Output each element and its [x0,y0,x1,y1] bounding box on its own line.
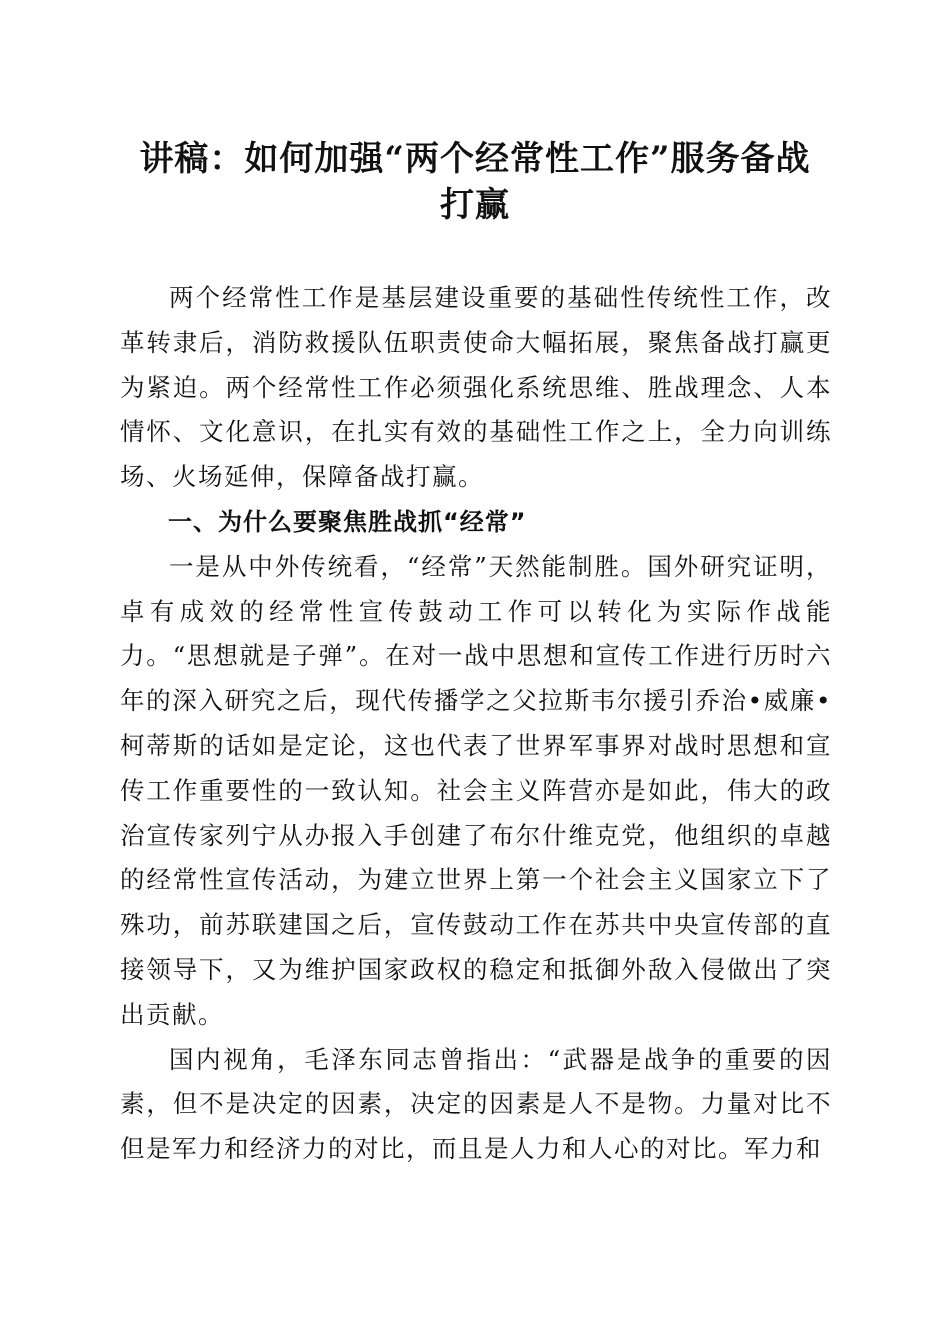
document-body [120,276,832,1172]
intro-paragraph: 两个经常性工作是基层建设重要的基础性传统性工作，改革转隶后，消防救援队伍职责使命大幅拓展，聚焦备战打赢更为紧迫。两个经常性工作必须强化系统思维、胜战理念、人本情怀、文化意识，在扎实有效的基础性工作之上，全力向训练场、火场延伸，保障备战打赢。 [120,283,832,492]
title-line-2: 打赢 [440,185,510,225]
section-heading-1: 一、为什么要聚焦胜战抓“经常” [168,507,527,536]
body-paragraph-2: 国内视角，毛泽东同志曾指出：“武器是战争的重要的因素，但不是决定的因素，决定的因素是人不是物。力量对比不但是军力和经济力的对比，而且是人力和人心的对比。军力和 [120,1044,832,1164]
document-title [110,136,840,228]
title-line-1: 讲稿：如何加强“两个经常性工作”服务备战 [139,139,811,179]
body-paragraph-1: 一是从中外传统看，“经常”天然能制胜。国外研究证明，卓有成效的经常性宣传鼓动工作可以转化为实际作战能力。“思想就是子弹”。在对一战中思想和宣传工作进行历时六年的深入研究之后，现代传播学之父拉斯韦尔援引乔治•威廉•柯蒂斯的话如是定论，这也代表了世界军事界对战时思想和宣传工作重要性的一致认知。社会主义阵营亦是如此，伟大的政治宣传家列宁从办报入手创建了布尔什维克党，他组织的卓越的经常性宣传活动，为建立世界上第一个社会主义国家立下了殊功，前苏联建国之后，宣传鼓动工作在苏共中央宣传部的直接领导下，又为维护国家政权的稳定和抵御外敌入侵做出了突出贡献。 [120,551,832,1029]
